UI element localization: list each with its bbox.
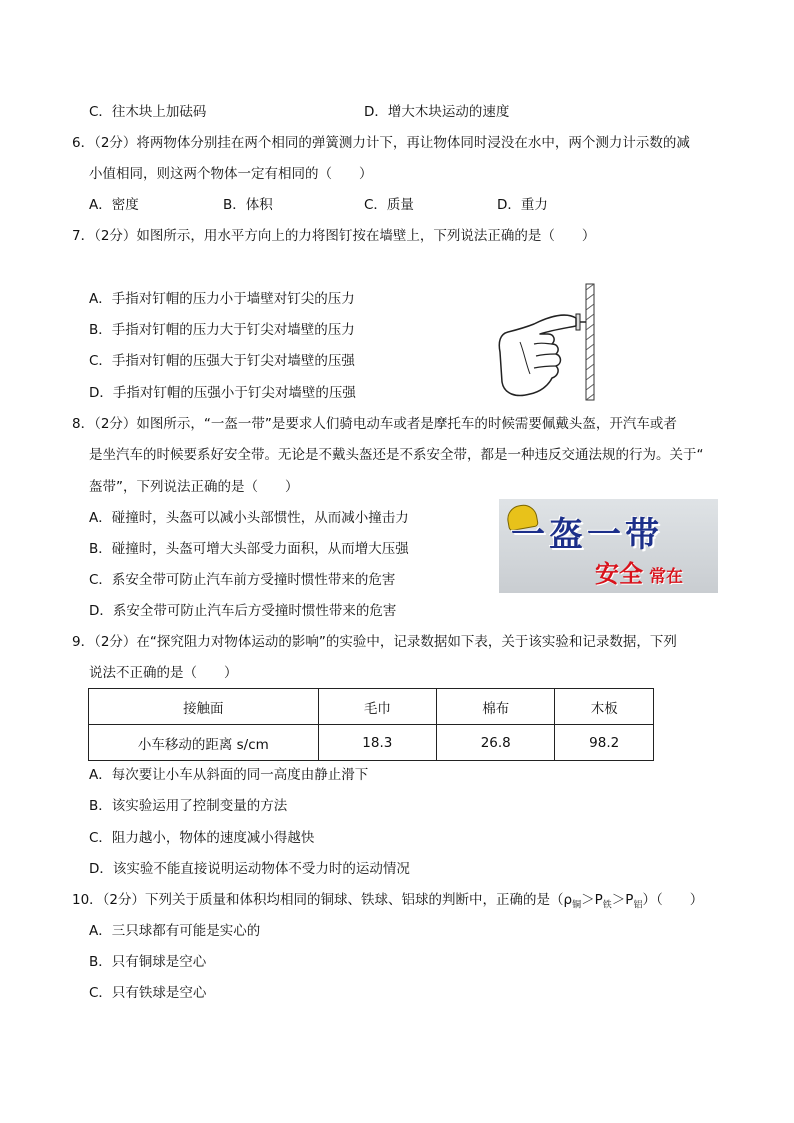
table-header-cell: 木板 bbox=[555, 689, 654, 725]
q7-option-c: C．手指对钉帽的压强大于钉尖对墙壁的压强 bbox=[89, 353, 355, 369]
table-row-label: 小车移动的距离 s/cm bbox=[89, 725, 319, 761]
q8-stem-line2: 是坐汽车的时候要系好安全带。无论是不戴头盔还是不系安全带，都是一种违反交通法规的行为。关于“ bbox=[89, 447, 704, 463]
helmet-belt-poster bbox=[499, 499, 718, 593]
q8-option-a: A．碰撞时，头盔可以减小头部惯性，从而减小撞击力 bbox=[89, 510, 409, 526]
poster-subtitle-small: 常在 bbox=[649, 567, 683, 587]
q5-option-d: D．增大木块运动的速度 bbox=[364, 104, 510, 120]
q8-option-d: D．系安全带可防止汽车后方受撞时惯性带来的危害 bbox=[89, 603, 397, 619]
q9-stem-line2: 说法不正确的是（ ） bbox=[89, 665, 238, 681]
q9-option-b: B．该实验运用了控制变量的方法 bbox=[89, 798, 288, 814]
gt-symbol: ＞P bbox=[581, 892, 603, 908]
q7-option-d: D．手指对钉帽的压强小于钉尖对墙壁的压强 bbox=[89, 385, 356, 401]
poster-title: 一盔一带 bbox=[511, 515, 663, 555]
table-header-cell: 毛巾 bbox=[318, 689, 436, 725]
q6-option-d: D．重力 bbox=[497, 197, 548, 213]
q8-stem-line3: 盔带”，下列说法正确的是（ ） bbox=[89, 479, 299, 495]
table-header-row bbox=[89, 689, 654, 725]
q9-option-d: D．该实验不能直接说明运动物体不受力时的运动情况 bbox=[89, 861, 410, 877]
table-cell: 18.3 bbox=[318, 725, 436, 761]
q5-option-c: C．往木块上加砝码 bbox=[89, 104, 207, 120]
table-header-cell: 接触面 bbox=[89, 689, 319, 725]
thumbtack-figure bbox=[490, 282, 602, 402]
gt-symbol: ＞P bbox=[611, 892, 634, 908]
table-cell: 26.8 bbox=[437, 725, 555, 761]
q6-stem-line2: 小值相同，则这两个物体一定有相同的（ ） bbox=[89, 166, 373, 182]
q10-option-b: B．只有铜球是空心 bbox=[89, 954, 207, 970]
q6-option-b: B．体积 bbox=[223, 197, 273, 213]
q7-option-b: B．手指对钉帽的压力大于钉尖对墙壁的压力 bbox=[89, 322, 355, 338]
q8-option-b: B．碰撞时，头盔可增大头部受力面积，从而增大压强 bbox=[89, 541, 409, 557]
rho-aluminum-subscript: 铝 bbox=[633, 900, 643, 911]
q10-stem bbox=[72, 890, 703, 916]
q7-stem: 7．（2分）如图所示，用水平方向上的力将图钉按在墙壁上，下列说法正确的是（ ） bbox=[72, 228, 596, 244]
q6-option-c: C．质量 bbox=[364, 197, 414, 213]
q9-option-a: A．每次要让小车从斜面的同一高度由静止滑下 bbox=[89, 767, 369, 783]
q8-stem-line1: 8．（2分）如图所示，“一盔一带”是要求人们骑电动车或者是摩托车的时候需要佩戴头盔，开汽车或者 bbox=[72, 416, 677, 432]
q10-stem-text: 10．（2分）下列关于质量和体积均相同的铜球、铁球、铝球的判断中，正确的是（ρ bbox=[72, 892, 573, 908]
q8-option-c: C．系安全带可防止汽车前方受撞时惯性带来的危害 bbox=[89, 572, 396, 588]
table-header-cell: 棉布 bbox=[437, 689, 555, 725]
q9-option-c: C．阻力越小，物体的速度减小得越快 bbox=[89, 830, 315, 846]
table-cell: 98.2 bbox=[555, 725, 654, 761]
q10-stem-end: ）（ ） bbox=[642, 892, 704, 908]
q6-stem-line1: 6．（2分）将两物体分别挂在两个相同的弹簧测力计下，再让物体同时浸没在水中，两个测力计示数的减 bbox=[72, 135, 690, 151]
rho-iron-subscript: 铁 bbox=[602, 900, 612, 911]
q9-data-table bbox=[88, 688, 654, 761]
rho-copper-subscript: 铜 bbox=[572, 900, 582, 911]
q6-option-a: A．密度 bbox=[89, 197, 139, 213]
poster-subtitle: 安全 bbox=[595, 560, 643, 588]
table-row bbox=[89, 725, 654, 761]
q9-stem-line1: 9．（2分）在“探究阻力对物体运动的影响”的实验中，记录数据如下表，关于该实验和记录数据，下列 bbox=[72, 634, 677, 650]
q10-option-a: A．三只球都有可能是实心的 bbox=[89, 923, 261, 939]
q10-option-c: C．只有铁球是空心 bbox=[89, 985, 207, 1001]
q7-option-a: A．手指对钉帽的压力小于墙壁对钉尖的压力 bbox=[89, 291, 355, 307]
